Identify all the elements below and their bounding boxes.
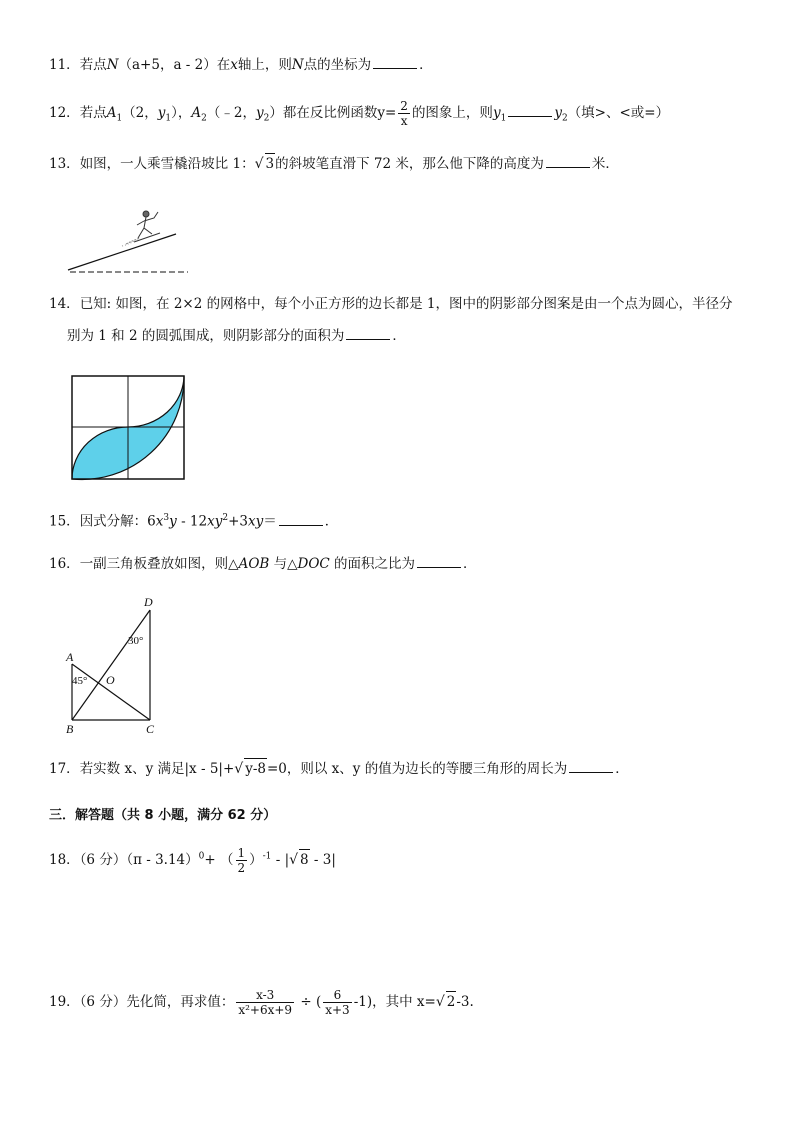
fraction: $\frac{x-3}{\text{x²+6x+9}}$	[238, 988, 293, 1017]
label-B: B	[66, 722, 74, 736]
label-A: A	[66, 650, 74, 664]
label-D: D	[144, 595, 153, 609]
question-16: 16．一副三角板叠放如图，则△AOB 与△DOC 的面积之比为 ．	[49, 556, 477, 572]
slope-line	[68, 234, 176, 270]
sqrt-sign: √	[289, 852, 299, 868]
question-13: 13．如图，一人乘雪橇沿坡比 1：√ 3的斜坡笔直滑下 72 米，那么他下降的高度为 米．	[49, 153, 619, 174]
answer-blank[interactable]	[508, 103, 552, 117]
question-18: 18．（6 分）（π - 3.14）$^0$+ （ $\frac{1}{2}$ ）$^{-1}$ - |√ 8 - 3|	[49, 846, 336, 875]
slope-skier-figure	[64, 200, 194, 280]
fraction: $\frac{6}{x+3}$	[325, 988, 350, 1017]
question-19: 19．（6 分）先化简，再求值： $\frac{x-3}{\text{x²+6x+9}}$ ÷ ( $\frac{6}{x+3}$ -1)，其中 x=√ 2-3.	[49, 988, 474, 1017]
answer-blank[interactable]	[279, 512, 323, 526]
answer-blank[interactable]	[569, 759, 613, 773]
fraction: $\frac{1}{2}$	[237, 846, 246, 875]
answer-blank[interactable]	[373, 55, 417, 69]
sqrt-sign: √	[435, 994, 445, 1010]
answer-blank[interactable]	[546, 154, 590, 168]
label-O: O	[106, 673, 115, 687]
sqrt-sign: √	[254, 156, 264, 172]
question-12: 12．若点$A_1(2$，$y_1$），$A_2(﹣2$，$y_2$）都在反比例函数y= $\frac{2}{x}$ 的图象上，则$y_1$ $y_2$（填>、<或=）	[49, 99, 670, 128]
question-15: 15．因式分解：$6x^3y - 12xy^2+3xy=$ ．	[49, 513, 339, 530]
triangle-set-figure	[60, 592, 170, 738]
answer-blank[interactable]	[346, 326, 390, 340]
function-label: y=	[377, 105, 397, 121]
question-11: 11．若点N（a+5，a - 2）在x轴上，则N点的坐标为 ．	[49, 57, 433, 73]
grid-shaded-figure	[70, 374, 188, 484]
question-17: 17．若实数 x、y 满足|x - 5|+√ y-8=0，则以 x、y 的值为边长的等腰三角形的周长为 ．	[49, 758, 629, 779]
label-C: C	[146, 722, 155, 736]
question-14-line2: 别为 1 和 2 的圆弧围成，则阴影部分的面积为 ．	[67, 328, 406, 344]
answer-blank[interactable]	[417, 554, 461, 568]
segment-DB	[72, 610, 150, 720]
question-14: 14．已知: 如图，在 2×2 的网格中，每个小正方形的边长都是 1，图中的阴影部分图案是由一个点为圆心，半径分	[49, 296, 733, 312]
q-number: 11．	[49, 57, 80, 73]
angle-45-label: 45°	[72, 675, 88, 687]
sqrt-sign: √	[234, 761, 244, 777]
section-heading: 三．解答题（共 8 小题，满分 62 分）	[49, 808, 277, 823]
angle-30-label: 30°	[128, 635, 144, 647]
fraction: $\frac{2}{x}$	[400, 99, 408, 128]
